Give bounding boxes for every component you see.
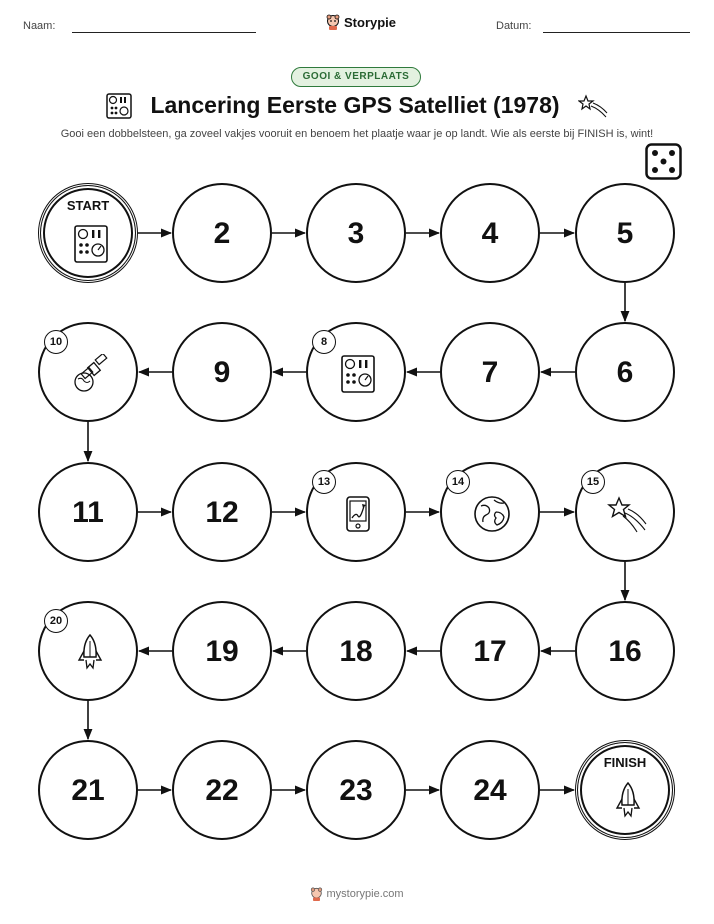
page-title: Lancering Eerste GPS Satelliet (1978) xyxy=(150,92,560,119)
board-space-8[interactable] xyxy=(306,322,406,422)
board-space-18[interactable] xyxy=(306,601,406,701)
satellite-icon xyxy=(70,354,110,394)
board-space-16[interactable] xyxy=(575,601,675,701)
board-space-15[interactable] xyxy=(575,462,675,562)
space-number: 2 xyxy=(213,217,231,250)
board-space-12[interactable] xyxy=(172,462,272,562)
space-number: 21 xyxy=(71,774,105,807)
storypie-mascot-icon xyxy=(310,887,323,901)
space-number: 18 xyxy=(339,635,373,668)
rocket-icon xyxy=(70,633,110,673)
space-label: START xyxy=(66,198,110,213)
space-number-badge: 20 xyxy=(44,609,68,633)
instructions: Gooi een dobbelsteen, ga zoveel vakjes vooruit en benoem het plaatje waar je op landt. Wie als eerste bij FINISH is, wint! xyxy=(60,128,654,140)
space-number: 16 xyxy=(608,635,642,668)
shooting-star-icon xyxy=(607,494,647,534)
space-number: 12 xyxy=(205,496,239,529)
earth-icon xyxy=(472,494,512,534)
footer-url: mystorypie.com xyxy=(326,888,404,900)
space-number: 17 xyxy=(473,635,507,668)
board-space-7[interactable] xyxy=(440,322,540,422)
space-number: 24 xyxy=(473,774,507,807)
board-space-23[interactable] xyxy=(306,740,406,840)
rocket-icon xyxy=(608,781,648,821)
date-label: Datum: xyxy=(496,20,532,32)
gps-device-icon xyxy=(338,494,378,534)
board-space-13[interactable] xyxy=(306,462,406,562)
control-panel-icon xyxy=(71,224,111,264)
board-space-3[interactable] xyxy=(306,183,406,283)
space-number-badge: 10 xyxy=(44,330,68,354)
board-space-11[interactable] xyxy=(38,462,138,562)
game-type-badge: GOOI & VERPLAATS xyxy=(291,67,421,87)
space-number-badge: 13 xyxy=(312,470,336,494)
board-space-2[interactable] xyxy=(172,183,272,283)
space-number-badge: 15 xyxy=(581,470,605,494)
space-number-badge: 8 xyxy=(312,330,336,354)
space-number: 5 xyxy=(616,217,634,250)
name-label: Naam: xyxy=(23,20,56,32)
space-number: 23 xyxy=(339,774,373,807)
space-number: 7 xyxy=(481,356,499,389)
board-space-21[interactable] xyxy=(38,740,138,840)
brand-name: Storypie xyxy=(344,14,397,30)
space-number: 4 xyxy=(481,217,499,250)
board-space-9[interactable] xyxy=(172,322,272,422)
footer xyxy=(0,887,714,901)
board-space-start[interactable] xyxy=(38,183,138,283)
space-number: 9 xyxy=(213,356,231,389)
board-space-finish[interactable] xyxy=(575,740,675,840)
board-space-14[interactable] xyxy=(440,462,540,562)
control-panel-icon xyxy=(338,354,378,394)
board-space-24[interactable] xyxy=(440,740,540,840)
board-space-22[interactable] xyxy=(172,740,272,840)
board-space-19[interactable] xyxy=(172,601,272,701)
space-number: 11 xyxy=(72,496,104,529)
board-space-5[interactable] xyxy=(575,183,675,283)
board-space-17[interactable] xyxy=(440,601,540,701)
board-space-6[interactable] xyxy=(575,322,675,422)
space-number: 22 xyxy=(205,774,239,807)
space-label: FINISH xyxy=(603,755,647,770)
space-number: 19 xyxy=(205,635,239,668)
board-space-4[interactable] xyxy=(440,183,540,283)
space-number: 6 xyxy=(616,356,634,389)
space-number: 3 xyxy=(347,217,365,250)
board-space-20[interactable] xyxy=(38,601,138,701)
board-space-10[interactable] xyxy=(38,322,138,422)
space-number-badge: 14 xyxy=(446,470,470,494)
